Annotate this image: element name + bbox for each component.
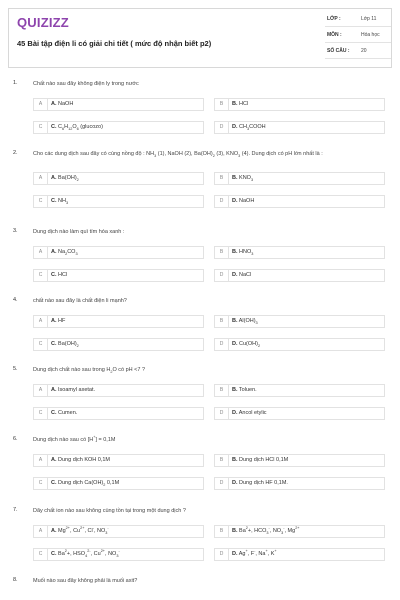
question-text: Chất nào sau đây không điện ly trong nước (33, 81, 139, 87)
option-b[interactable] (214, 384, 385, 397)
option-b[interactable] (214, 315, 385, 328)
option-text: B. $Ba^2+$, $HCO_3^-$, $NO_3^-$, $Mg^{2+}$ (232, 526, 300, 536)
question-text: Dung dịch nào sau có [H+] = 0,1M (33, 435, 116, 443)
option-letter: D (215, 549, 229, 560)
option-text: B. $KNO_3$ (232, 175, 254, 183)
option-text: A. Dung dịch KOH 0,1M (51, 457, 110, 463)
option-text: A. HF (51, 318, 66, 324)
question-text: Cho các dung dịch sau đây có cùng nồng độ : $NH_3$ (1), NaOH (2), $Ba(OH)_2$ (3), $KNO_3$ (4). Dung dịch có pH lớn nhất là : (33, 151, 323, 159)
option-letter: B (215, 385, 229, 396)
option-a[interactable] (33, 384, 204, 397)
question-text: Dung dịch nào làm quì tím hóa xanh : (33, 229, 125, 235)
question-number: 3. (13, 228, 18, 234)
option-text: B. $Al(OH)_3$ (232, 318, 258, 326)
option-text: C. HCl (51, 272, 68, 278)
option-letter: D (215, 408, 229, 419)
option-letter: D (215, 339, 229, 350)
worksheet-title: 45 Bài tập điện li có giải chi tiết ( mức độ nhận biết p2) (17, 39, 212, 48)
option-text: A. $Na_2CO_3$ (51, 249, 78, 257)
option-b[interactable] (214, 98, 385, 111)
question-number: 8. (13, 577, 18, 583)
option-letter: C (34, 122, 48, 133)
option-text: B. $HNO_3$ (232, 249, 254, 257)
option-letter: C (34, 196, 48, 207)
option-letter: C (34, 339, 48, 350)
option-text: D. Dung dịch HF 0,1M. (232, 480, 288, 486)
option-d[interactable] (214, 407, 385, 420)
option-d[interactable] (214, 121, 385, 134)
option-text: C. $C_6H_{12}O_6$ (glucozo) (51, 124, 103, 132)
option-text: B. HCl (232, 101, 249, 107)
option-letter: A (34, 455, 48, 466)
option-letter: A (34, 316, 48, 327)
option-text: C. Dung dịch $Ca(OH)_2$ 0,1M (51, 480, 120, 488)
option-letter: B (215, 526, 229, 537)
option-letter: D (215, 478, 229, 489)
option-d[interactable] (214, 269, 385, 282)
question-text: Muối nào sau đây không phải là muối axit? (33, 578, 138, 584)
option-letter: D (215, 196, 229, 207)
question-number: 4. (13, 297, 18, 303)
option-text: C. $Ba(OH)_2$ (51, 341, 79, 349)
option-letter: B (215, 455, 229, 466)
question-number: 5. (13, 366, 18, 372)
option-letter: D (215, 270, 229, 281)
meta-key: SỐ CÂU : (327, 48, 350, 54)
option-a[interactable] (33, 98, 204, 111)
option-letter: C (34, 478, 48, 489)
option-d[interactable] (214, 195, 385, 208)
option-text: D. NaCl (232, 272, 252, 278)
option-a[interactable] (33, 525, 204, 538)
option-letter: A (34, 247, 48, 258)
question-number: 7. (13, 507, 18, 513)
quizizz-logo: QUIZIZZ (17, 15, 69, 30)
meta-row-subject (325, 27, 391, 43)
option-b[interactable] (214, 454, 385, 467)
option-text: C. $Ba^2+$, $HSO_4^{2-}$, $Cu^{2+}$, $NO_3^-$ (51, 549, 120, 559)
option-text: A. NaOH (51, 101, 74, 107)
option-d[interactable] (214, 338, 385, 351)
option-c[interactable] (33, 477, 204, 490)
option-letter: A (34, 526, 48, 537)
question-text: Dãy chất ion nào sau không cùng tồn tại trong một dung dịch ? (33, 508, 186, 514)
meta-row-count (325, 43, 391, 59)
option-b[interactable] (214, 246, 385, 259)
option-letter: A (34, 385, 48, 396)
option-c[interactable] (33, 407, 204, 420)
option-d[interactable] (214, 477, 385, 490)
meta-key: MÔN : (327, 32, 342, 38)
meta-row-grade (325, 11, 391, 27)
option-text: C. Cumen. (51, 410, 78, 416)
option-letter: C (34, 408, 48, 419)
option-text: C. $NH_3$ (51, 198, 69, 206)
option-letter: A (34, 99, 48, 110)
option-a[interactable] (33, 454, 204, 467)
worksheet-meta (325, 11, 391, 59)
option-text: D. Ag+, F-, Na+, K+ (232, 549, 277, 557)
option-text: A. Isoamyl axetat. (51, 387, 96, 393)
option-letter: C (34, 270, 48, 281)
meta-value: Hóa học (361, 32, 380, 38)
option-c[interactable] (33, 548, 204, 561)
question-number: 2. (13, 150, 18, 156)
meta-value: 20 (361, 48, 367, 54)
option-c[interactable] (33, 269, 204, 282)
option-a[interactable] (33, 172, 204, 185)
option-letter: B (215, 173, 229, 184)
option-letter: A (34, 173, 48, 184)
option-letter: B (215, 316, 229, 327)
option-text: A. $Ba(OH)_2$ (51, 175, 79, 183)
option-b[interactable] (214, 525, 385, 538)
question-number: 6. (13, 436, 18, 442)
option-d[interactable] (214, 548, 385, 561)
option-letter: D (215, 122, 229, 133)
question-text: chất nào sau đây là chất điện li mạnh? (33, 298, 127, 304)
option-c[interactable] (33, 338, 204, 351)
option-text: D. $Cu(OH)_2$ (232, 341, 261, 349)
option-text: D. Ancol etylic (232, 410, 267, 416)
option-a[interactable] (33, 246, 204, 259)
meta-key: LỚP : (327, 16, 341, 22)
option-text: D. $CH_3COOH$ (232, 124, 266, 132)
option-text: D. NaOH (232, 198, 255, 204)
option-letter: C (34, 549, 48, 560)
question-text: Dung dịch chất nào sau trong $H_2O$ có pH <7 ? (33, 367, 146, 375)
question-number: 1. (13, 80, 18, 86)
meta-value: Lớp 11 (361, 16, 377, 22)
option-text: A. $Mg^{2+}$, $Cu^{2+}$, Cl-, $NO_3^-$ (51, 526, 109, 536)
option-text: B. Toluen. (232, 387, 257, 393)
option-letter: B (215, 247, 229, 258)
option-text: B. Dung dịch HCl 0,1M (232, 457, 289, 463)
worksheet-header (8, 8, 392, 68)
option-a[interactable] (33, 315, 204, 328)
option-c[interactable] (33, 195, 204, 208)
option-b[interactable] (214, 172, 385, 185)
option-c[interactable] (33, 121, 204, 134)
option-letter: B (215, 99, 229, 110)
